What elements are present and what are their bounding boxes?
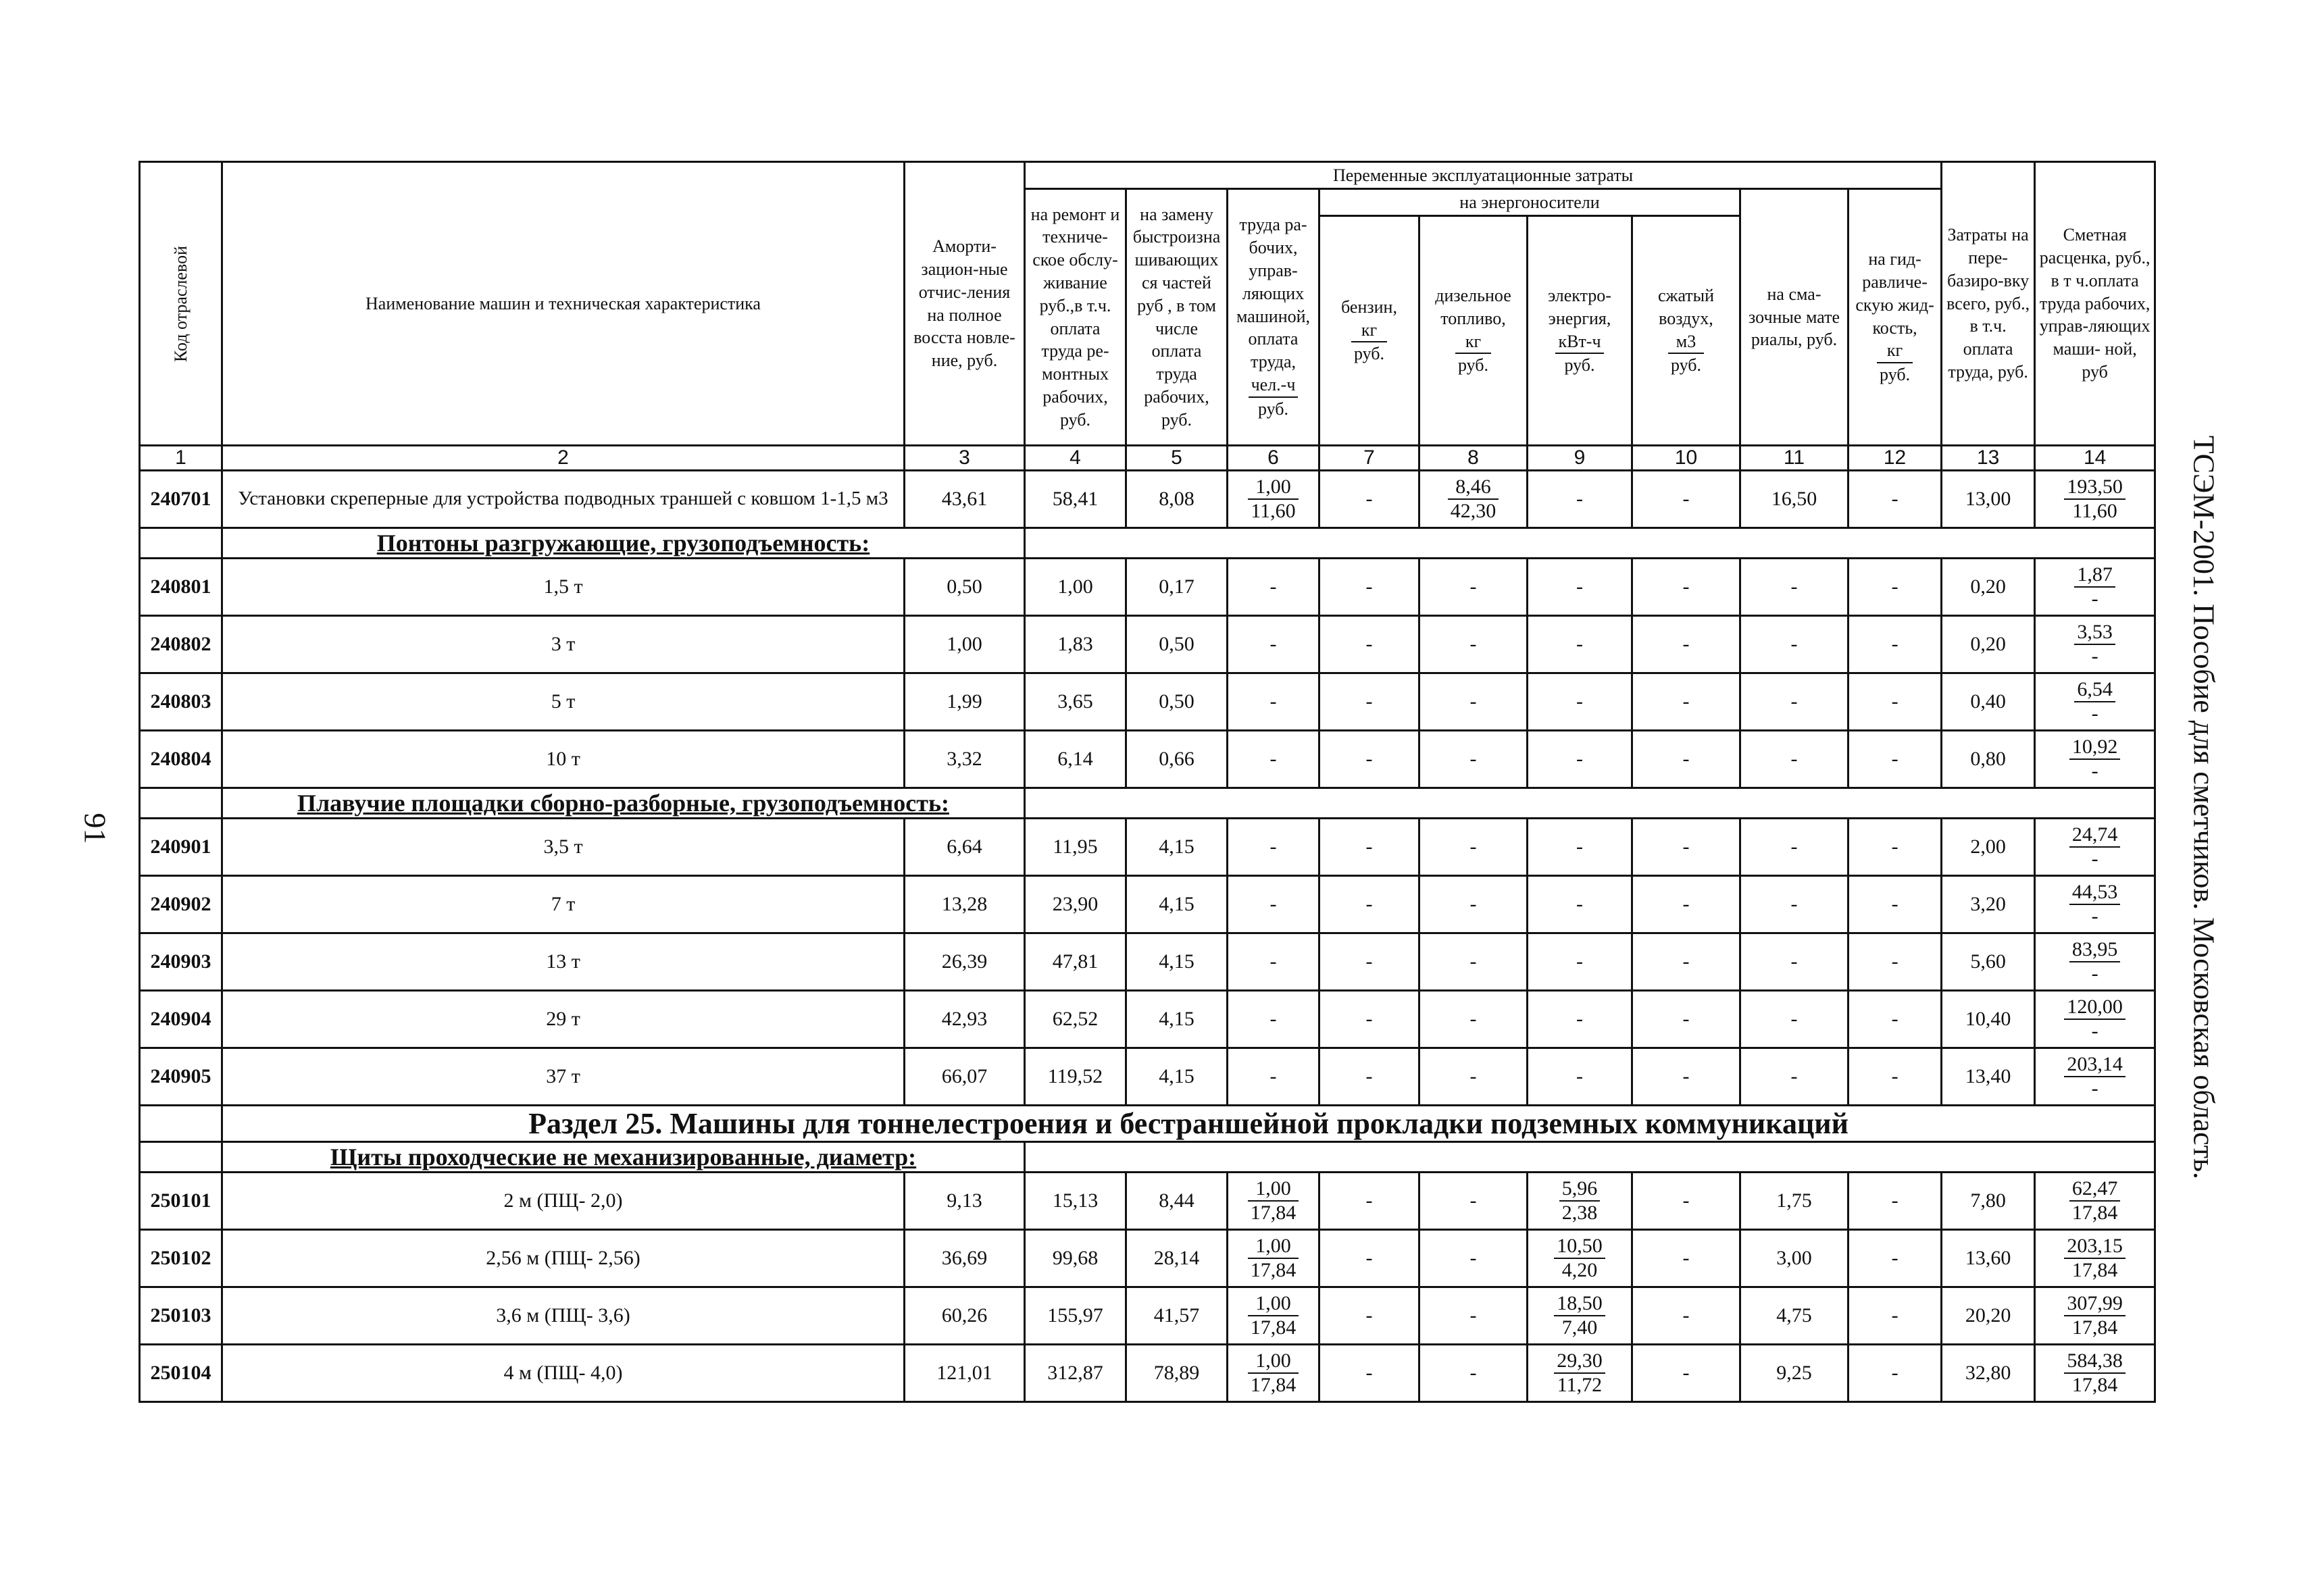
cell-c7: - [1319, 1345, 1419, 1402]
cell-c8: - [1419, 1230, 1528, 1287]
cell-c12: - [1848, 731, 1942, 788]
cell-c10: - [1632, 471, 1740, 528]
cell-c14: $\frac{307,99}{17,84}$ [2035, 1287, 2155, 1345]
cell-c13: 5,60 [1942, 933, 2035, 991]
cell-c3: 43,61 [905, 471, 1025, 528]
cell-c9: $\frac{29,30}{11,72}$ [1528, 1345, 1632, 1402]
row-code: 240802 [140, 616, 222, 673]
cell-c4: 119,52 [1025, 1048, 1126, 1106]
cell-c8: - [1419, 1173, 1528, 1230]
cell-c7: - [1319, 673, 1419, 731]
cell-c8: - [1419, 1345, 1528, 1402]
cell-c10: - [1632, 1173, 1740, 1230]
cell-c5: 28,14 [1126, 1230, 1228, 1287]
cell-c13: 32,80 [1942, 1345, 2035, 1402]
cell-c14: $\frac{83,95}{-}$ [2035, 933, 2155, 991]
cell-c12: - [1848, 616, 1942, 673]
cell-c3: 121,01 [905, 1345, 1025, 1402]
cell-c11: - [1740, 1048, 1848, 1106]
col-num: 13 [1942, 446, 2035, 471]
cell-c6: - [1228, 876, 1319, 933]
cell-c14: $\frac{6,54}{-}$ [2035, 673, 2155, 731]
row-name: 1,5 т [222, 559, 905, 616]
cell-c10: - [1632, 1230, 1740, 1287]
table-row [140, 731, 2155, 788]
row-name: 2 м (ПЩ- 2,0) [222, 1173, 905, 1230]
column-numbers-row [140, 446, 2155, 471]
cell-c11: 9,25 [1740, 1345, 1848, 1402]
header-relocation: Затраты на пере-базиро-вку всего, руб., в т.ч. оплата труда, руб. [1942, 162, 2035, 446]
col-num: 1 [140, 446, 222, 471]
col-num: 5 [1126, 446, 1228, 471]
cell-c8: - [1419, 673, 1528, 731]
rates-table [139, 161, 2156, 1403]
cell-c6: - [1228, 673, 1319, 731]
cell-c12: - [1848, 1173, 1942, 1230]
cell-c4: 6,14 [1025, 731, 1126, 788]
cell-c5: 8,44 [1126, 1173, 1228, 1230]
cell-c8: - [1419, 1048, 1528, 1106]
cell-c4: 1,83 [1025, 616, 1126, 673]
cell-c13: 0,20 [1942, 559, 2035, 616]
cell-c10: - [1632, 819, 1740, 876]
cell-c4: 155,97 [1025, 1287, 1126, 1345]
group-title: Плавучие площадки сборно-разборные, грузоподъемность: [222, 788, 1025, 819]
cell-c3: 9,13 [905, 1173, 1025, 1230]
cell-c9: $\frac{5,96}{2,38}$ [1528, 1173, 1632, 1230]
cell-c6: - [1228, 731, 1319, 788]
row-name: 5 т [222, 673, 905, 731]
cell-c11: - [1740, 933, 1848, 991]
cell-c6: - [1228, 819, 1319, 876]
cell-c7: - [1319, 471, 1419, 528]
cell-c4: 23,90 [1025, 876, 1126, 933]
cell-c6: - [1228, 559, 1319, 616]
col-num: 7 [1319, 446, 1419, 471]
header-replace: на замену быстроизна шивающих ся частей руб , в том числе оплата труда рабочих, руб. [1126, 189, 1228, 446]
cell-c8: - [1419, 933, 1528, 991]
row-name: 29 т [222, 991, 905, 1048]
cell-c10: - [1632, 673, 1740, 731]
cell-c12: - [1848, 991, 1942, 1048]
cell-c10: - [1632, 876, 1740, 933]
row-name: Установки скреперные для устройства подводных траншей с ковшом 1-1,5 м3 [222, 471, 905, 528]
cell-c12: - [1848, 471, 1942, 528]
cell-c13: 0,80 [1942, 731, 2035, 788]
cell-c12: - [1848, 1230, 1942, 1287]
row-code: 240902 [140, 876, 222, 933]
cell-c13: 13,40 [1942, 1048, 2035, 1106]
cell-c12: - [1848, 876, 1942, 933]
table-row [140, 616, 2155, 673]
cell-c3: 6,64 [905, 819, 1025, 876]
cell-c12: - [1848, 559, 1942, 616]
cell-c13: 3,20 [1942, 876, 2035, 933]
col-num: 2 [222, 446, 905, 471]
group-row [140, 1142, 2155, 1173]
col-num: 8 [1419, 446, 1528, 471]
cell-c3: 3,32 [905, 731, 1025, 788]
cell-c5: 0,50 [1126, 673, 1228, 731]
cell-c7: - [1319, 991, 1419, 1048]
cell-c7: - [1319, 1173, 1419, 1230]
cell-c6: - [1228, 991, 1319, 1048]
cell-c7: - [1319, 559, 1419, 616]
cell-c13: 2,00 [1942, 819, 2035, 876]
cell-c14: $\frac{3,53}{-}$ [2035, 616, 2155, 673]
cell-c8: - [1419, 616, 1528, 673]
cell-c6: - [1228, 1048, 1319, 1106]
cell-c12: - [1848, 1345, 1942, 1402]
cell-c7: - [1319, 731, 1419, 788]
table-row [140, 876, 2155, 933]
cell-c14: $\frac{62,47}{17,84}$ [2035, 1173, 2155, 1230]
cell-c10: - [1632, 1287, 1740, 1345]
header-labor: труда ра-бочих, управ-ляющих машиной, оплата труда, $\frac{\text{чел.-ч}}{\text{руб.}}$ [1228, 189, 1319, 446]
cell-c3: 1,00 [905, 616, 1025, 673]
cell-c6: - [1228, 616, 1319, 673]
cell-c13: 7,80 [1942, 1173, 2035, 1230]
cell-c12: - [1848, 933, 1942, 991]
row-code: 240901 [140, 819, 222, 876]
cell-c5: 0,17 [1126, 559, 1228, 616]
cell-c14: $\frac{203,14}{-}$ [2035, 1048, 2155, 1106]
col-num: 11 [1740, 446, 1848, 471]
cell-c9: - [1528, 991, 1632, 1048]
group-title: Щиты проходческие не механизированные, диаметр: [222, 1142, 1025, 1173]
cell-c9: - [1528, 876, 1632, 933]
cell-c11: - [1740, 673, 1848, 731]
col-num: 9 [1528, 446, 1632, 471]
cell-c11: - [1740, 731, 1848, 788]
row-code: 250102 [140, 1230, 222, 1287]
cell-c5: 0,50 [1126, 616, 1228, 673]
row-name: 3,6 м (ПЩ- 3,6) [222, 1287, 905, 1345]
cell-c11: - [1740, 559, 1848, 616]
group-title: Понтоны разгружающие, грузоподъемность: [222, 528, 1025, 559]
col-num: 3 [905, 446, 1025, 471]
cell-c4: 62,52 [1025, 991, 1126, 1048]
row-name: 3,5 т [222, 819, 905, 876]
cell-c8: - [1419, 819, 1528, 876]
table-row [140, 991, 2155, 1048]
labor-units: $\frac{\text{чел.-ч}}{\text{руб.}}$ [1249, 374, 1299, 421]
cell-c10: - [1632, 933, 1740, 991]
cell-c9: $\frac{18,50}{7,40}$ [1528, 1287, 1632, 1345]
cell-c6: $\frac{1,00}{17,84}$ [1228, 1230, 1319, 1287]
col-num: 10 [1632, 446, 1740, 471]
header-repair: на ремонт и техниче-ское обслу-живание руб.,в т.ч. оплата труда ре-монтных рабочих, руб. [1025, 189, 1126, 446]
cell-c12: - [1848, 819, 1942, 876]
cell-c7: - [1319, 819, 1419, 876]
cell-c8: - [1419, 559, 1528, 616]
cell-c14: $\frac{1,87}{-}$ [2035, 559, 2155, 616]
cell-c8: - [1419, 991, 1528, 1048]
cell-c4: 58,41 [1025, 471, 1126, 528]
cell-c14: $\frac{120,00}{-}$ [2035, 991, 2155, 1048]
cell-c10: - [1632, 616, 1740, 673]
row-code: 240803 [140, 673, 222, 731]
row-code: 250101 [140, 1173, 222, 1230]
cell-c5: 0,66 [1126, 731, 1228, 788]
cell-c5: 4,15 [1126, 933, 1228, 991]
page-number: 91 [78, 813, 113, 844]
cell-c8: - [1419, 731, 1528, 788]
cell-c14: $\frac{10,92}{-}$ [2035, 731, 2155, 788]
cell-c7: - [1319, 616, 1419, 673]
cell-c12: - [1848, 1287, 1942, 1345]
cell-c3: 60,26 [905, 1287, 1025, 1345]
col-num: 4 [1025, 446, 1126, 471]
cell-c7: - [1319, 933, 1419, 991]
cell-c5: 41,57 [1126, 1287, 1228, 1345]
cell-c4: 11,95 [1025, 819, 1126, 876]
group-row [140, 528, 2155, 559]
cell-c4: 47,81 [1025, 933, 1126, 991]
header-hydro: на гид-равличе-скую жид-кость, $\frac{кг}{\text{руб.}}$ [1848, 189, 1942, 446]
cell-c14: $\frac{24,74}{-}$ [2035, 819, 2155, 876]
cell-c14: $\frac{193,50}{11,60}$ [2035, 471, 2155, 528]
row-code: 250104 [140, 1345, 222, 1402]
cell-c9: - [1528, 819, 1632, 876]
header-petrol: бензин, $\frac{кг}{\text{руб.}}$ [1319, 216, 1419, 446]
header-row-1 [140, 162, 2155, 189]
cell-c6: $\frac{1,00}{11,60}$ [1228, 471, 1319, 528]
row-code: 240904 [140, 991, 222, 1048]
table-row [140, 1173, 2155, 1230]
header-amort: Аморти-зацион-ные отчис-ления на полное восста новле-ние, руб. [905, 162, 1025, 446]
cell-c6: $\frac{1,00}{17,84}$ [1228, 1287, 1319, 1345]
cell-c5: 4,15 [1126, 819, 1228, 876]
cell-c3: 66,07 [905, 1048, 1025, 1106]
table-row [140, 819, 2155, 876]
cell-c11: 1,75 [1740, 1173, 1848, 1230]
cell-c4: 3,65 [1025, 673, 1126, 731]
cell-c10: - [1632, 731, 1740, 788]
cell-c6: $\frac{1,00}{17,84}$ [1228, 1345, 1319, 1402]
cell-c9: - [1528, 471, 1632, 528]
cell-c13: 20,20 [1942, 1287, 2035, 1345]
header-variable: Переменные эксплуатационные затраты [1025, 162, 1942, 189]
cell-c3: 13,28 [905, 876, 1025, 933]
cell-c7: - [1319, 1287, 1419, 1345]
cell-c3: 1,99 [905, 673, 1025, 731]
cell-c11: 3,00 [1740, 1230, 1848, 1287]
side-title: ТСЭМ-2001. Пособие для сметчиков. Московская область. [2187, 435, 2221, 1180]
cell-c14: $\frac{203,15}{17,84}$ [2035, 1230, 2155, 1287]
section-title: Раздел 25. Машины для тоннелестроения и бестраншейной прокладки подземных коммуникаций [222, 1106, 2155, 1142]
col-num: 6 [1228, 446, 1319, 471]
header-air: сжатый воздух, $\frac{м3}{\text{руб.}}$ [1632, 216, 1740, 446]
cell-c9: - [1528, 559, 1632, 616]
cell-c13: 13,00 [1942, 471, 2035, 528]
cell-c13: 0,20 [1942, 616, 2035, 673]
cell-c5: 4,15 [1126, 876, 1228, 933]
cell-c3: 36,69 [905, 1230, 1025, 1287]
row-name: 37 т [222, 1048, 905, 1106]
table-row [140, 471, 2155, 528]
col-num: 12 [1848, 446, 1942, 471]
row-code: 250103 [140, 1287, 222, 1345]
header-electric: электро-энергия, $\frac{\text{кВт-ч}}{\text{руб.}}$ [1528, 216, 1632, 446]
cell-c13: 13,60 [1942, 1230, 2035, 1287]
table-row [140, 933, 2155, 991]
table-row [140, 673, 2155, 731]
header-code: Код отраслевой [140, 162, 222, 446]
cell-c10: - [1632, 991, 1740, 1048]
row-name: 2,56 м (ПЩ- 2,56) [222, 1230, 905, 1287]
row-code: 240903 [140, 933, 222, 991]
cell-c11: - [1740, 819, 1848, 876]
header-lube: на сма-зочные мате риалы, руб. [1740, 189, 1848, 446]
cell-c13: 10,40 [1942, 991, 2035, 1048]
cell-c13: 0,40 [1942, 673, 2035, 731]
row-name: 4 м (ПЩ- 4,0) [222, 1345, 905, 1402]
row-code: 240801 [140, 559, 222, 616]
table-row [140, 1230, 2155, 1287]
table-row [140, 1287, 2155, 1345]
header-estimate: Сметная расценка, руб., в т ч.оплата труда рабочих, управ-ляющих маши- ной, руб [2035, 162, 2155, 446]
cell-c6: - [1228, 933, 1319, 991]
cell-c10: - [1632, 1048, 1740, 1106]
cell-c9: - [1528, 1048, 1632, 1106]
cell-c4: 1,00 [1025, 559, 1126, 616]
cell-c9: - [1528, 933, 1632, 991]
cell-c11: - [1740, 876, 1848, 933]
cell-c8: - [1419, 1287, 1528, 1345]
cell-c10: - [1632, 559, 1740, 616]
cell-c4: 15,13 [1025, 1173, 1126, 1230]
header-diesel: дизельное топливо, $\frac{кг}{\text{руб.}}$ [1419, 216, 1528, 446]
cell-c3: 0,50 [905, 559, 1025, 616]
row-name: 3 т [222, 616, 905, 673]
cell-c5: 78,89 [1126, 1345, 1228, 1402]
table-row [140, 1345, 2155, 1402]
row-code: 240804 [140, 731, 222, 788]
cell-c9: $\frac{10,50}{4,20}$ [1528, 1230, 1632, 1287]
cell-c7: - [1319, 1230, 1419, 1287]
row-name: 7 т [222, 876, 905, 933]
row-code: 240905 [140, 1048, 222, 1106]
cell-c7: - [1319, 876, 1419, 933]
cell-c11: 16,50 [1740, 471, 1848, 528]
row-name: 13 т [222, 933, 905, 991]
cell-c5: 8,08 [1126, 471, 1228, 528]
cell-c7: - [1319, 1048, 1419, 1106]
cell-c8: - [1419, 876, 1528, 933]
cell-c11: 4,75 [1740, 1287, 1848, 1345]
header-energy: на энергоносители [1319, 189, 1740, 216]
cell-c11: - [1740, 991, 1848, 1048]
cell-c6: $\frac{1,00}{17,84}$ [1228, 1173, 1319, 1230]
group-row [140, 788, 2155, 819]
row-code: 240701 [140, 471, 222, 528]
col-num: 14 [2035, 446, 2155, 471]
cell-c14: $\frac{584,38}{17,84}$ [2035, 1345, 2155, 1402]
cell-c4: 99,68 [1025, 1230, 1126, 1287]
cell-c11: - [1740, 616, 1848, 673]
cell-c9: - [1528, 673, 1632, 731]
cell-c12: - [1848, 673, 1942, 731]
cell-c3: 26,39 [905, 933, 1025, 991]
cell-c5: 4,15 [1126, 991, 1228, 1048]
cell-c10: - [1632, 1345, 1740, 1402]
cell-c14: $\frac{44,53}{-}$ [2035, 876, 2155, 933]
cell-c9: - [1528, 731, 1632, 788]
cell-c5: 4,15 [1126, 1048, 1228, 1106]
cell-c3: 42,93 [905, 991, 1025, 1048]
cell-c9: - [1528, 616, 1632, 673]
header-name: Наименование машин и техническая характеристика [222, 162, 905, 446]
table-row [140, 1048, 2155, 1106]
section-row [140, 1106, 2155, 1142]
cell-c4: 312,87 [1025, 1345, 1126, 1402]
table-row [140, 559, 2155, 616]
row-name: 10 т [222, 731, 905, 788]
cell-c8: $\frac{8,46}{42,30}$ [1419, 471, 1528, 528]
cell-c12: - [1848, 1048, 1942, 1106]
